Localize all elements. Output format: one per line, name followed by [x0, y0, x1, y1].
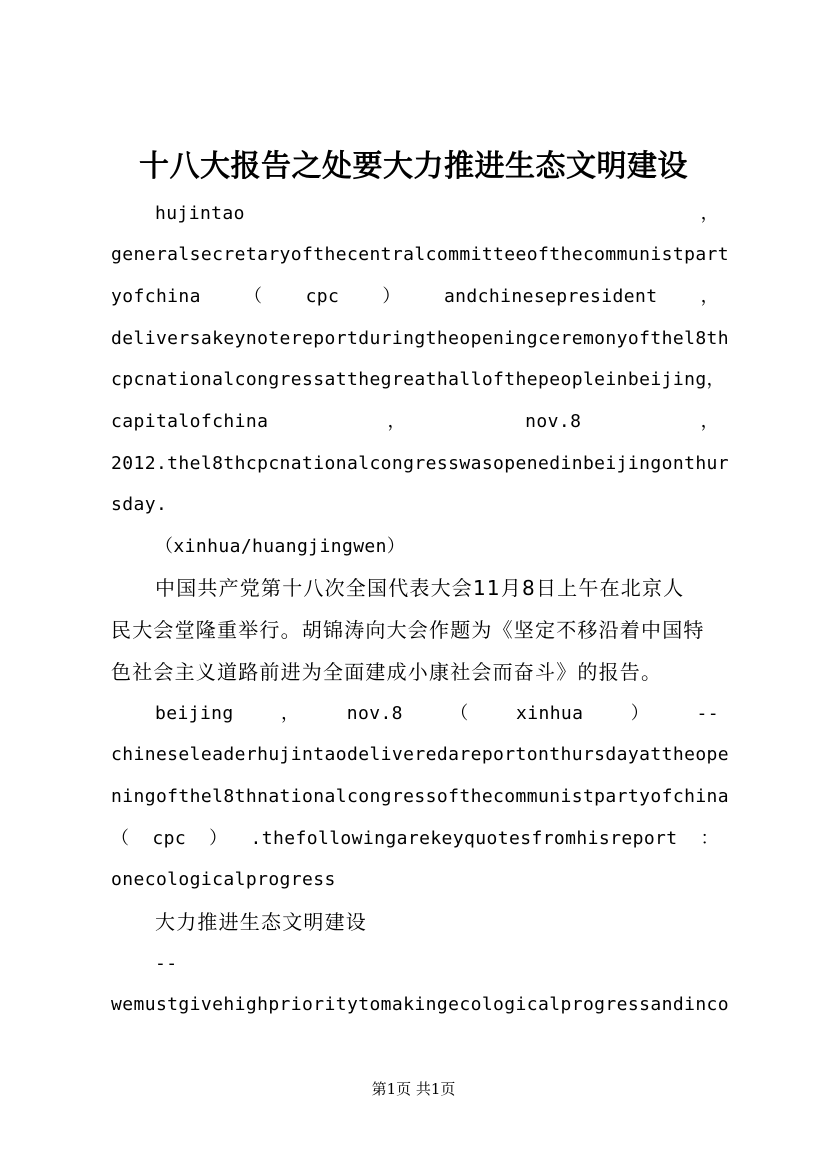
paragraph-line: sday. — [111, 494, 168, 515]
text-fragment: （ — [244, 286, 263, 307]
document-title: 十八大报告之处要大力推进生态文明建设 — [139, 149, 688, 184]
text-fragment: ， — [281, 703, 300, 724]
paragraph-line: ningofthel8thnationalcongressofthecommunistpartyofchina — [111, 786, 730, 807]
paragraph-line: cpcnationalcongressatthegreathallofthepeopleinbeijing， — [111, 369, 725, 390]
paragraph-line: onecologicalprogress — [111, 869, 336, 890]
text-fragment: ， — [700, 411, 719, 432]
text-fragment: ） — [382, 286, 401, 307]
paragraph-line: generalsecretaryofthecentralcommitteeofthecommunistpart — [111, 244, 730, 265]
paragraph-line — [155, 694, 719, 734]
text-fragment: yofchina — [111, 286, 201, 307]
paragraph-line: 2012.thel8thcpcnationalcongresswasopenedinbeijingonthur — [111, 453, 730, 474]
text-fragment: hujintao — [155, 203, 245, 224]
text-fragment: cpc — [152, 828, 187, 849]
page-footer: 第1页 共1页 — [371, 1080, 456, 1098]
text-fragment: ） — [209, 828, 228, 849]
text-fragment: xinhua — [515, 703, 584, 724]
paragraph-line: deliversakeynotereportduringtheopeningceremonyofthel8th — [111, 328, 730, 349]
text-fragment: nov.8 — [525, 411, 582, 432]
section-heading: 大力推进生态文明建设 — [155, 910, 367, 934]
paragraph-line: 民大会堂隆重举行。胡锦涛向大会作题为《坚定不移沿着中国特 — [111, 618, 705, 642]
text-fragment: ， — [700, 203, 719, 224]
text-fragment: capitalofchina — [111, 411, 269, 432]
text-fragment: beijing — [155, 703, 234, 724]
text-fragment: ， — [700, 286, 719, 307]
text-fragment: （ — [450, 703, 469, 724]
text-fragment: ） — [630, 703, 650, 724]
paragraph-line: 色社会主义道路前进为全面建成小康社会而奋斗》的报告。 — [111, 660, 663, 684]
text-fragment: ， — [387, 411, 406, 432]
dash-marker: -- — [155, 953, 178, 974]
text-fragment: （ — [111, 828, 130, 849]
text-fragment: .thefollowingarekeyquotesfromhisreport — [250, 828, 678, 849]
paragraph-line — [111, 277, 719, 317]
paragraph-line — [111, 402, 719, 442]
photo-credit: （xinhua/huangjingwen） — [155, 536, 406, 557]
text-fragment: -- — [696, 703, 719, 724]
paragraph-line: 中国共产党第十八次全国代表大会11月8日上午在北京人 — [155, 576, 685, 600]
paragraph-line: wemustgivehighprioritytomakingecologicalprogressandinco — [111, 994, 730, 1015]
paragraph-line: chineseleaderhujintaodeliveredareportonthursdayattheope — [111, 744, 730, 765]
text-fragment: cpc — [305, 286, 340, 307]
text-fragment: ： — [700, 828, 719, 849]
paragraph-line — [111, 819, 719, 859]
text-fragment: andchinesepresident — [443, 286, 658, 307]
paragraph-line — [155, 194, 719, 234]
text-fragment: nov.8 — [346, 703, 403, 724]
